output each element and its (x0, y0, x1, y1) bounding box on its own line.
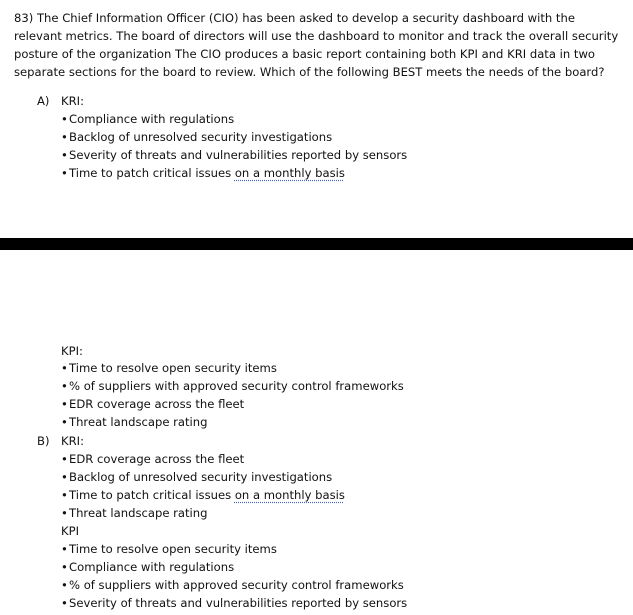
option-b-letter: B) (37, 434, 50, 448)
underlined-phrase: on a monthly basis (234, 488, 345, 502)
bullet-icon: • (61, 130, 68, 144)
list-item-text: % of suppliers with approved security control frameworks (69, 379, 404, 393)
list-item-text: Backlog of unresolved security investigations (69, 130, 333, 144)
bullet-icon: • (61, 596, 68, 610)
bullet-icon: • (61, 148, 68, 162)
bullet-icon: • (61, 166, 68, 180)
list-item (61, 395, 244, 413)
option-a-kri-label: KRI: (61, 94, 84, 108)
option-b-kpi-label: KPI (61, 524, 80, 538)
list-item (61, 413, 208, 431)
bullet-icon: • (61, 578, 68, 592)
list-item-text: Severity of threats and vulnerabilities reported by sensors (69, 148, 408, 162)
list-item (61, 468, 332, 486)
question-line-1: 83) The Chief Information Officer (CIO) has been asked to develop a security dashboard with the (14, 11, 575, 25)
list-item (61, 110, 234, 128)
list-item-text: Threat landscape rating (69, 415, 208, 429)
bullet-icon: • (61, 542, 68, 556)
list-item (61, 486, 345, 504)
list-item-text: Compliance with regulations (69, 560, 235, 574)
bullet-icon: • (61, 112, 68, 126)
question-line-4: separate sections for the board to review. Which of the following BEST meets the needs of the board? (14, 65, 605, 79)
bullet-icon: • (61, 361, 68, 375)
list-item (61, 576, 404, 594)
bullet-icon: • (61, 452, 68, 466)
list-item-text: Time to resolve open security items (69, 361, 277, 375)
list-item-text: Time to patch critical issues (69, 166, 235, 180)
option-a-kpi-label: KPI: (61, 344, 83, 358)
list-item (61, 504, 208, 522)
list-item-text: Time to resolve open security items (69, 542, 277, 556)
list-item-text: EDR coverage across the fleet (69, 452, 245, 466)
list-item (61, 594, 407, 612)
list-item (61, 359, 277, 377)
bullet-icon: • (61, 379, 68, 393)
list-item-text: EDR coverage across the fleet (69, 397, 245, 411)
option-a-letter: A) (37, 94, 50, 108)
list-item (61, 450, 244, 468)
question-line-3: posture of the organization The CIO produces a basic report containing both KPI and KRI data in two (14, 47, 596, 61)
bullet-icon: • (61, 397, 68, 411)
list-item-text: Compliance with regulations (69, 112, 235, 126)
bullet-icon: • (61, 415, 68, 429)
list-item (61, 164, 345, 182)
bullet-icon: • (61, 470, 68, 484)
list-item-text: Threat landscape rating (69, 506, 208, 520)
list-item (61, 128, 332, 146)
bullet-icon: • (61, 488, 68, 502)
option-b-kri-label: KRI: (61, 434, 84, 448)
list-item (61, 558, 234, 576)
bullet-icon: • (61, 560, 68, 574)
list-item (61, 377, 404, 395)
page-separator (0, 238, 633, 250)
list-item-text: % of suppliers with approved security control frameworks (69, 578, 404, 592)
list-item-text: Severity of threats and vulnerabilities reported by sensors (69, 596, 408, 610)
list-item-text: Backlog of unresolved security investigations (69, 470, 333, 484)
list-item-text: Time to patch critical issues (69, 488, 235, 502)
bullet-icon: • (61, 506, 68, 520)
list-item (61, 146, 407, 164)
question-line-2: relevant metrics. The board of directors will use the dashboard to monitor and track the overall security (14, 29, 619, 43)
underlined-phrase: on a monthly basis (234, 166, 345, 180)
list-item (61, 540, 277, 558)
